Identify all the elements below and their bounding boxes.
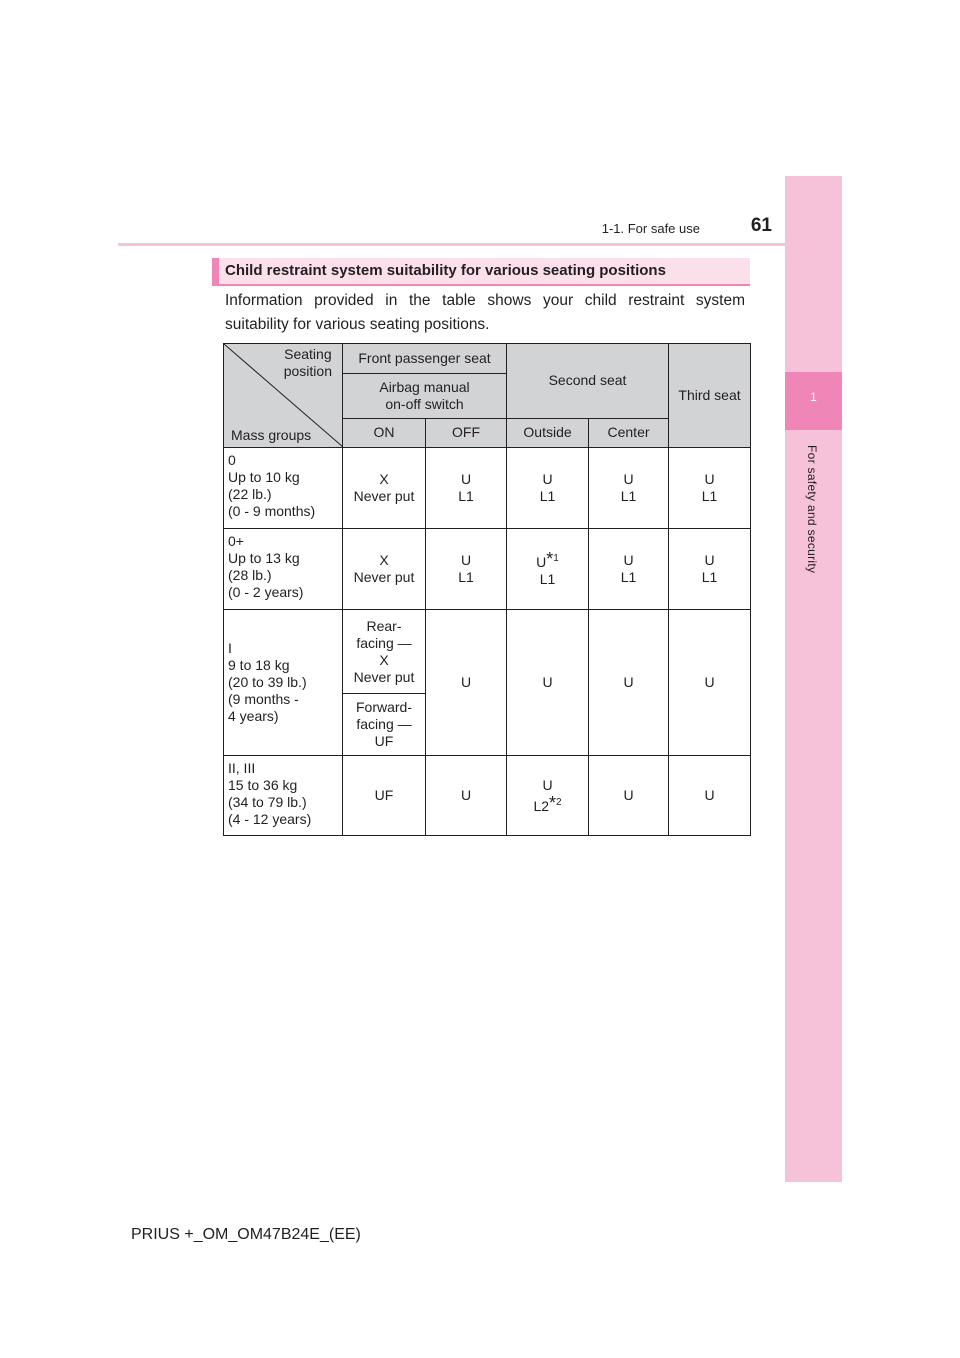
center-cell — [589, 529, 669, 610]
intro-paragraph: Information provided in the table shows your child restraint system suitability for various seating positions. — [225, 292, 745, 333]
cell-text: L2 — [533, 797, 550, 814]
mass-group-cell — [224, 610, 343, 756]
airbag-label-2: on-off switch — [385, 395, 464, 412]
mass-text: 15 to 36 kg — [228, 777, 298, 793]
cell-text: Rear- — [366, 617, 402, 634]
section-title: Child restraint system suitability for various seating positions — [225, 262, 666, 279]
mass-text: (4 - 12 years) — [228, 811, 312, 827]
section-accent — [212, 258, 219, 284]
table-row — [224, 529, 751, 610]
cell-text: X — [379, 651, 389, 668]
third-seat-cell — [669, 529, 751, 610]
on-header: ON — [343, 418, 426, 447]
mass-text: (22 lb.) — [228, 486, 272, 502]
mass-text: Up to 10 kg — [228, 469, 300, 485]
cell-text: U — [542, 471, 553, 487]
outside-cell — [507, 529, 589, 610]
table-row — [224, 756, 751, 836]
mass-group-cell — [224, 756, 343, 836]
third-seat-cell — [669, 448, 751, 529]
outside-cell — [507, 756, 589, 836]
front-passenger-header: Front passenger seat — [343, 344, 507, 374]
mass-text: (0 - 2 years) — [228, 584, 304, 600]
on-forward-facing-cell — [343, 694, 426, 756]
table-row — [224, 448, 751, 529]
cell-text: L1 — [539, 488, 556, 504]
on-rear-facing-cell — [343, 610, 426, 694]
cell-text: UF — [374, 733, 394, 749]
outside-header: Outside — [507, 418, 589, 447]
mass-text: 0 — [228, 452, 236, 468]
cell-text: X — [379, 471, 389, 487]
mass-text: (20 to 39 lb.) — [228, 674, 307, 690]
footnote-asterisk: * — [549, 792, 557, 813]
cell-text: facing — — [356, 716, 412, 732]
off-header: OFF — [426, 418, 507, 447]
chapter-number: 1 — [810, 390, 817, 404]
cell-text: Forward- — [355, 699, 412, 715]
section-heading — [212, 258, 750, 286]
center-header: Center — [589, 418, 669, 447]
document-footer: PRIUS +_OM_OM47B24E_(EE) — [131, 1226, 361, 1243]
off-cell: U — [426, 756, 507, 836]
cell-text: L1 — [458, 488, 474, 504]
mass-group-cell — [224, 529, 343, 610]
cell-text: Never put — [353, 668, 415, 685]
airbag-switch-header — [343, 374, 507, 418]
third-seat-header: Third seat — [669, 344, 751, 448]
mass-text: II, III — [228, 760, 256, 776]
cell-text: Never put — [353, 569, 415, 585]
center-cell: U — [589, 610, 669, 756]
on-cell: UF — [343, 756, 426, 836]
corner-cell — [224, 344, 343, 448]
outside-cell — [507, 448, 589, 529]
footnote-asterisk: * — [546, 549, 554, 569]
cell-text: L1 — [701, 488, 718, 504]
footnote-number: 2 — [556, 796, 562, 808]
cell-text: U — [460, 471, 472, 487]
third-seat-cell: U — [669, 610, 751, 756]
center-cell: U — [589, 756, 669, 836]
mass-text: 4 years) — [228, 708, 279, 724]
mass-text: 0+ — [228, 533, 244, 549]
chapter-title: For safety and security — [805, 445, 819, 574]
mass-group-cell — [224, 448, 343, 529]
page-number: 61 — [750, 215, 772, 236]
cell-text: U — [460, 552, 472, 568]
cell-text: U — [536, 554, 547, 570]
cell-text: U — [542, 776, 553, 793]
cell-text: U — [704, 552, 715, 568]
second-seat-header: Second seat — [507, 344, 669, 419]
cell-text: Never put — [353, 488, 415, 504]
cell-text: L1 — [539, 571, 556, 587]
cell-text: U — [623, 471, 634, 487]
mass-text: Up to 13 kg — [228, 550, 300, 566]
airbag-label-1: Airbag manual — [379, 378, 470, 395]
off-cell: U — [426, 610, 507, 756]
cell-text: X — [379, 552, 389, 568]
header-rule — [118, 243, 842, 246]
footnote-number: 1 — [553, 553, 559, 564]
cell-text: L1 — [620, 488, 637, 504]
mass-text: (34 to 79 lb.) — [228, 794, 307, 810]
table-row — [224, 610, 751, 694]
on-cell — [343, 448, 426, 529]
cell-text: U — [704, 471, 715, 487]
suitability-table — [223, 343, 751, 836]
off-cell — [426, 448, 507, 529]
cell-text: L1 — [701, 569, 718, 585]
corner-seat-label-1: Seating — [284, 346, 332, 362]
mass-text: I — [228, 640, 232, 656]
corner-mass-label: Mass groups — [231, 427, 312, 443]
third-seat-cell: U — [669, 756, 751, 836]
corner-seat-label-2: position — [283, 363, 332, 379]
mass-text: (9 months - — [228, 691, 299, 707]
outside-cell: U — [507, 610, 589, 756]
chapter-side-band — [785, 176, 842, 1182]
mass-text: (0 - 9 months) — [228, 503, 316, 519]
cell-text: L1 — [458, 569, 474, 585]
mass-text: (28 lb.) — [228, 567, 272, 583]
cell-text: facing — — [356, 634, 412, 651]
off-cell — [426, 529, 507, 610]
center-cell — [589, 448, 669, 529]
mass-text: 9 to 18 kg — [228, 657, 290, 673]
cell-text: U — [623, 552, 634, 568]
on-cell — [343, 529, 426, 610]
cell-text: L1 — [620, 569, 637, 585]
running-head: 1-1. For safe use — [601, 221, 700, 236]
